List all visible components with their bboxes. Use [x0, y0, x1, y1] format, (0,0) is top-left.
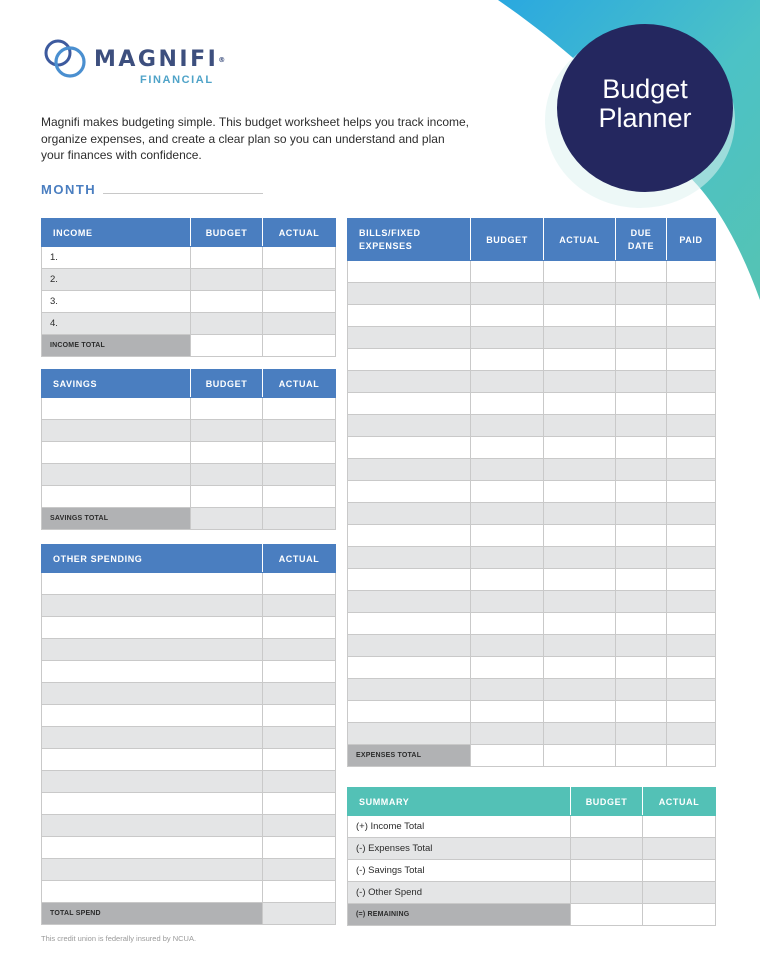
savings-cell[interactable] [263, 464, 336, 486]
savings-cell[interactable] [191, 442, 263, 464]
month-label: MONTH [41, 182, 97, 197]
bills-cell[interactable] [544, 547, 616, 569]
month-input-line[interactable] [103, 193, 263, 194]
bills-total-actual-cell[interactable] [544, 745, 616, 767]
savings-cell[interactable] [42, 464, 191, 486]
bills-row [348, 701, 716, 723]
bills-cell[interactable] [471, 525, 544, 547]
bills-cell[interactable] [544, 327, 616, 349]
summary-actual-cell[interactable] [643, 816, 716, 838]
bills-cell[interactable] [348, 437, 471, 459]
savings-cell[interactable] [191, 398, 263, 420]
bills-cell[interactable] [667, 569, 716, 591]
bills-paid-header: PAID [667, 219, 716, 261]
bills-row [348, 547, 716, 569]
bills-row [348, 261, 716, 283]
summary-budget-header: BUDGET [571, 788, 643, 816]
income-actual-cell[interactable] [263, 247, 336, 269]
bills-cell[interactable] [544, 635, 616, 657]
bills-table [347, 218, 716, 767]
bills-cell[interactable] [616, 657, 667, 679]
income-row-label: 2. [42, 269, 191, 291]
savings-rows [42, 398, 336, 508]
bills-cell[interactable] [616, 547, 667, 569]
bills-cell[interactable] [616, 327, 667, 349]
other-spending-row [42, 595, 336, 617]
bills-cell[interactable] [616, 503, 667, 525]
other-spending-header: OTHER SPENDING [42, 545, 263, 573]
other-spending-cell[interactable] [263, 837, 336, 859]
bills-cell[interactable] [471, 371, 544, 393]
summary-actual-header: ACTUAL [643, 788, 716, 816]
bills-cell[interactable] [616, 305, 667, 327]
bills-cell[interactable] [616, 415, 667, 437]
logo-wordmark: MAGNIFI® [94, 47, 226, 72]
bills-cell[interactable] [348, 701, 471, 723]
other-spending-cell[interactable] [42, 749, 263, 771]
bills-cell[interactable] [348, 415, 471, 437]
income-actual-cell[interactable] [263, 269, 336, 291]
bills-row [348, 503, 716, 525]
bills-cell[interactable] [667, 679, 716, 701]
bills-cell[interactable] [348, 393, 471, 415]
bills-cell[interactable] [616, 591, 667, 613]
other-spending-cell[interactable] [263, 661, 336, 683]
bills-row [348, 393, 716, 415]
bills-cell[interactable] [544, 569, 616, 591]
other-spending-cell[interactable] [263, 573, 336, 595]
bills-actual-header: ACTUAL [544, 219, 616, 261]
income-row-label: 4. [42, 313, 191, 335]
summary-budget-cell[interactable] [571, 882, 643, 904]
bills-cell[interactable] [471, 261, 544, 283]
bills-cell[interactable] [616, 371, 667, 393]
bills-cell[interactable] [667, 371, 716, 393]
bills-cell[interactable] [471, 723, 544, 745]
bills-row [348, 283, 716, 305]
bills-cell[interactable] [616, 437, 667, 459]
bills-cell[interactable] [544, 679, 616, 701]
bills-row [348, 349, 716, 371]
bills-row [348, 723, 716, 745]
income-actual-cell[interactable] [263, 313, 336, 335]
other-spending-cell[interactable] [263, 683, 336, 705]
bills-cell[interactable] [348, 547, 471, 569]
bills-cell[interactable] [616, 349, 667, 371]
bills-cell[interactable] [471, 415, 544, 437]
bills-cell[interactable] [544, 393, 616, 415]
bills-cell[interactable] [471, 481, 544, 503]
bills-row [348, 613, 716, 635]
bills-cell[interactable] [667, 503, 716, 525]
summary-row-label: (+) Income Total [348, 816, 571, 838]
bills-cell[interactable] [348, 525, 471, 547]
income-table [41, 218, 336, 357]
income-actual-cell[interactable] [263, 291, 336, 313]
summary-remaining-budget-cell[interactable] [571, 904, 643, 926]
other-spending-cell[interactable] [263, 793, 336, 815]
savings-row [42, 420, 336, 442]
bills-cell[interactable] [348, 305, 471, 327]
bills-cell[interactable] [471, 437, 544, 459]
bills-cell[interactable] [471, 569, 544, 591]
savings-cell[interactable] [42, 398, 191, 420]
bills-cell[interactable] [544, 701, 616, 723]
summary-remaining-actual-cell[interactable] [643, 904, 716, 926]
income-budget-cell[interactable] [191, 247, 263, 269]
bills-cell[interactable] [471, 635, 544, 657]
summary-actual-cell[interactable] [643, 860, 716, 882]
savings-row [42, 464, 336, 486]
income-total-actual-cell[interactable] [263, 335, 336, 357]
bills-row [348, 525, 716, 547]
savings-cell[interactable] [42, 420, 191, 442]
summary-row-label: (-) Other Spend [348, 882, 571, 904]
savings-total-actual-cell[interactable] [263, 508, 336, 530]
bills-cell[interactable] [616, 283, 667, 305]
other-spending-cell[interactable] [263, 815, 336, 837]
summary-row-label: (-) Savings Total [348, 860, 571, 882]
other-spending-cell[interactable] [263, 771, 336, 793]
summary-actual-cell[interactable] [643, 838, 716, 860]
bills-cell[interactable] [544, 481, 616, 503]
other-spending-actual-header: ACTUAL [263, 545, 336, 573]
bills-cell[interactable] [544, 525, 616, 547]
bills-cell[interactable] [348, 261, 471, 283]
income-budget-header: BUDGET [191, 219, 263, 247]
other-spending-total-label: TOTAL SPEND [42, 903, 263, 925]
bills-cell[interactable] [348, 591, 471, 613]
bills-row [348, 437, 716, 459]
bills-cell[interactable] [544, 657, 616, 679]
savings-cell[interactable] [42, 486, 191, 508]
bills-cell[interactable] [616, 635, 667, 657]
bills-cell[interactable] [667, 415, 716, 437]
bills-total-paid-cell[interactable] [667, 745, 716, 767]
bills-cell[interactable] [544, 305, 616, 327]
logo-rings-icon [42, 36, 90, 82]
bills-cell[interactable] [471, 657, 544, 679]
other-spending-cell[interactable] [42, 683, 263, 705]
bills-cell[interactable] [616, 459, 667, 481]
savings-header: SAVINGS [42, 370, 191, 398]
other-spending-row [42, 639, 336, 661]
savings-cell[interactable] [263, 442, 336, 464]
bills-cell[interactable] [348, 327, 471, 349]
bills-cell[interactable] [348, 371, 471, 393]
other-spending-row [42, 771, 336, 793]
bills-cell[interactable] [667, 723, 716, 745]
savings-total-budget-cell[interactable] [191, 508, 263, 530]
bills-cell[interactable] [544, 723, 616, 745]
bills-cell[interactable] [667, 459, 716, 481]
bills-cell[interactable] [471, 349, 544, 371]
bills-total-budget-cell[interactable] [471, 745, 544, 767]
bills-row [348, 679, 716, 701]
bills-cell[interactable] [667, 547, 716, 569]
bills-cell[interactable] [544, 437, 616, 459]
bills-cell[interactable] [471, 459, 544, 481]
other-spending-total-cell[interactable] [263, 903, 336, 925]
title-badge [557, 24, 733, 192]
bills-cell[interactable] [667, 261, 716, 283]
savings-actual-header: ACTUAL [263, 370, 336, 398]
summary-actual-cell[interactable] [643, 882, 716, 904]
bills-cell[interactable] [667, 327, 716, 349]
page-title-line1: Budget [602, 74, 688, 104]
other-spending-cell[interactable] [263, 881, 336, 903]
bills-cell[interactable] [471, 503, 544, 525]
bills-cell[interactable] [471, 327, 544, 349]
other-spending-cell[interactable] [42, 859, 263, 881]
summary-budget-cell[interactable] [571, 860, 643, 882]
bills-row [348, 569, 716, 591]
other-spending-row [42, 793, 336, 815]
income-budget-cell[interactable] [191, 291, 263, 313]
bills-due-date-header: DUE DATE [616, 219, 667, 261]
bills-cell[interactable] [667, 349, 716, 371]
savings-cell[interactable] [191, 420, 263, 442]
bills-cell[interactable] [667, 525, 716, 547]
other-spending-cell[interactable] [42, 881, 263, 903]
bills-row [348, 657, 716, 679]
income-header: INCOME [42, 219, 191, 247]
bills-cell[interactable] [544, 415, 616, 437]
other-spending-cell[interactable] [42, 595, 263, 617]
bills-cell[interactable] [348, 481, 471, 503]
other-spending-row [42, 617, 336, 639]
income-row-label: 3. [42, 291, 191, 313]
other-spending-cell[interactable] [42, 661, 263, 683]
bills-budget-header: BUDGET [471, 219, 544, 261]
bills-cell[interactable] [544, 591, 616, 613]
bills-cell[interactable] [348, 459, 471, 481]
bills-cell[interactable] [667, 481, 716, 503]
bills-cell[interactable] [348, 723, 471, 745]
bills-cell[interactable] [471, 283, 544, 305]
other-spending-row [42, 705, 336, 727]
bills-cell[interactable] [348, 679, 471, 701]
other-spending-cell[interactable] [263, 749, 336, 771]
bills-cell[interactable] [471, 547, 544, 569]
bills-cell[interactable] [544, 371, 616, 393]
other-spending-row [42, 837, 336, 859]
other-spending-cell[interactable] [263, 595, 336, 617]
other-spending-cell[interactable] [42, 705, 263, 727]
bills-cell[interactable] [667, 393, 716, 415]
other-spending-cell[interactable] [263, 639, 336, 661]
savings-cell[interactable] [263, 486, 336, 508]
savings-cell[interactable] [263, 398, 336, 420]
bills-cell[interactable] [616, 569, 667, 591]
bills-cell[interactable] [471, 679, 544, 701]
other-spending-cell[interactable] [263, 617, 336, 639]
bills-cell[interactable] [667, 657, 716, 679]
income-actual-header: ACTUAL [263, 219, 336, 247]
other-spending-cell[interactable] [263, 705, 336, 727]
savings-budget-header: BUDGET [191, 370, 263, 398]
bills-cell[interactable] [667, 613, 716, 635]
footer-disclaimer: This credit union is federally insured by NCUA. [41, 934, 197, 943]
bills-row [348, 459, 716, 481]
income-budget-cell[interactable] [191, 269, 263, 291]
savings-cell[interactable] [263, 420, 336, 442]
bills-row [348, 591, 716, 613]
bills-cell[interactable] [544, 349, 616, 371]
bills-row [348, 305, 716, 327]
bills-header: BILLS/FIXED EXPENSES [348, 219, 471, 261]
other-spending-cell[interactable] [42, 837, 263, 859]
bills-cell[interactable] [544, 459, 616, 481]
savings-cell[interactable] [191, 486, 263, 508]
bills-cell[interactable] [667, 635, 716, 657]
bills-cell[interactable] [348, 283, 471, 305]
bills-cell[interactable] [348, 349, 471, 371]
other-spending-row [42, 573, 336, 595]
bills-row [348, 415, 716, 437]
intro-paragraph: Magnifi makes budgeting simple. This budget worksheet helps you track income, organize expenses, and create a clear plan so you can understand and plan your finances with confidence. [41, 115, 469, 162]
savings-row [42, 486, 336, 508]
summary-remaining-label: (=) REMAINING [348, 904, 571, 926]
income-row-label: 1. [42, 247, 191, 269]
bills-row [348, 635, 716, 657]
bills-cell[interactable] [616, 261, 667, 283]
other-spending-row [42, 815, 336, 837]
other-spending-row [42, 683, 336, 705]
income-total-label: INCOME TOTAL [42, 335, 191, 357]
savings-cell[interactable] [42, 442, 191, 464]
other-spending-cell[interactable] [42, 815, 263, 837]
bills-cell[interactable] [667, 283, 716, 305]
summary-table [347, 787, 716, 926]
bills-cell[interactable] [471, 701, 544, 723]
other-spending-row [42, 749, 336, 771]
bills-cell[interactable] [544, 261, 616, 283]
bills-cell[interactable] [471, 591, 544, 613]
other-spending-cell[interactable] [42, 617, 263, 639]
bills-cell[interactable] [544, 283, 616, 305]
bills-total-due-cell[interactable] [616, 745, 667, 767]
income-budget-cell[interactable] [191, 313, 263, 335]
other-spending-cell[interactable] [42, 727, 263, 749]
bills-cell[interactable] [616, 613, 667, 635]
other-spending-row [42, 661, 336, 683]
other-spending-cell[interactable] [42, 573, 263, 595]
logo-subtitle: FINANCIAL [140, 74, 214, 86]
income-total-budget-cell[interactable] [191, 335, 263, 357]
savings-row [42, 442, 336, 464]
bills-cell[interactable] [348, 569, 471, 591]
bills-row [348, 371, 716, 393]
bills-cell[interactable] [348, 657, 471, 679]
other-spending-rows [42, 573, 336, 903]
summary-header: SUMMARY [348, 788, 571, 816]
summary-row-label: (-) Expenses Total [348, 838, 571, 860]
bills-cell[interactable] [616, 393, 667, 415]
bills-cell[interactable] [616, 679, 667, 701]
bills-cell[interactable] [544, 613, 616, 635]
bills-cell[interactable] [616, 525, 667, 547]
bills-cell[interactable] [667, 701, 716, 723]
bills-cell[interactable] [667, 437, 716, 459]
savings-total-label: SAVINGS TOTAL [42, 508, 191, 530]
page-title-line2: Planner [598, 103, 692, 133]
savings-cell[interactable] [191, 464, 263, 486]
bills-cell[interactable] [667, 591, 716, 613]
bills-cell[interactable] [667, 305, 716, 327]
other-spending-row [42, 881, 336, 903]
bills-cell[interactable] [471, 393, 544, 415]
bills-cell[interactable] [616, 723, 667, 745]
bills-cell[interactable] [348, 635, 471, 657]
summary-budget-cell[interactable] [571, 816, 643, 838]
other-spending-row [42, 859, 336, 881]
bills-cell[interactable] [616, 701, 667, 723]
other-spending-table [41, 544, 336, 925]
other-spending-cell[interactable] [263, 859, 336, 881]
bills-cell[interactable] [616, 481, 667, 503]
other-spending-cell[interactable] [42, 793, 263, 815]
bills-cell[interactable] [348, 613, 471, 635]
bills-row [348, 327, 716, 349]
summary-budget-cell[interactable] [571, 838, 643, 860]
bills-cell[interactable] [471, 305, 544, 327]
other-spending-cell[interactable] [263, 727, 336, 749]
bills-row [348, 481, 716, 503]
bills-cell[interactable] [544, 503, 616, 525]
other-spending-cell[interactable] [42, 771, 263, 793]
other-spending-row [42, 727, 336, 749]
savings-row [42, 398, 336, 420]
bills-cell[interactable] [348, 503, 471, 525]
savings-table [41, 369, 336, 530]
other-spending-cell[interactable] [42, 639, 263, 661]
bills-cell[interactable] [471, 613, 544, 635]
bills-rows [348, 261, 716, 745]
bills-total-label: EXPENSES TOTAL [348, 745, 471, 767]
